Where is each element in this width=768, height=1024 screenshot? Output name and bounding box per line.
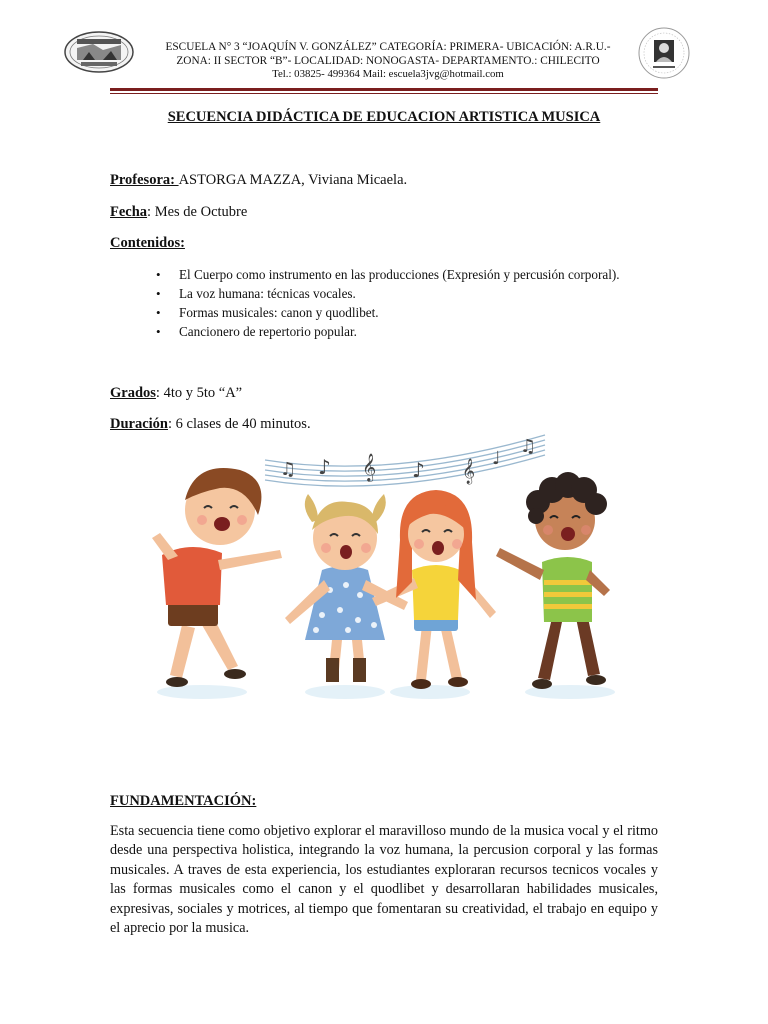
date-label: Fecha — [110, 204, 148, 220]
list-item: • Cancionero de repertorio popular. — [156, 322, 620, 341]
music-staff — [265, 435, 545, 486]
list-item: • Formas musicales: canon y quodlibet. — [156, 303, 620, 322]
contents-heading — [110, 235, 185, 252]
child-boy-red-shirt — [152, 468, 282, 687]
document-title: SECUENCIA DIDÁCTICA DE EDUCACION ARTISTICA MUSICA — [167, 109, 601, 125]
svg-text:♩: ♩ — [492, 448, 501, 469]
svg-text:♫: ♫ — [520, 436, 537, 457]
singing-children-illustration — [140, 430, 640, 710]
letterhead-text — [148, 41, 628, 82]
portrait-seal-icon — [637, 26, 691, 80]
letterhead-line-2: ZONA: II SECTOR “B”- LOCALIDAD: NONOGASTA- DEPARTAMENTO.: CHILECITO — [176, 54, 600, 67]
letterhead-contact: Tel.: 03825- 499364 Mail: escuela3jvg@hotmail.com — [272, 68, 504, 80]
section-title-fundamentacion: FUNDAMENTACIÓN: — [110, 793, 257, 809]
svg-text:𝄞: 𝄞 — [362, 453, 377, 481]
list-item: • El Cuerpo como instrumento en las producciones (Expresión y percusión corporal). — [156, 265, 620, 284]
letterhead-line-1: ESCUELA N° 3 “JOAQUÍN V. GONZÁLEZ” CATEGORÍA: PRIMERA- UBICACIÓN: A.R.U.- — [165, 41, 611, 53]
letterhead — [60, 22, 700, 92]
teacher-value: ASTORGA MAZZA, Viviana Micaela. — [178, 172, 408, 188]
duration-value: : 6 clases de 40 minutos. — [168, 416, 311, 432]
teacher-field — [110, 172, 407, 189]
contents-list — [156, 265, 620, 341]
child-girl-yellow-shirt — [372, 490, 496, 689]
header-divider-thin — [110, 93, 658, 94]
header-divider-thick — [110, 88, 658, 91]
date-value: : Mes de Octubre — [147, 204, 248, 220]
duration-label: Duración — [110, 416, 168, 432]
child-girl-blue-dress — [285, 494, 408, 682]
svg-text:♫: ♫ — [280, 459, 297, 480]
date-field — [110, 204, 247, 221]
grades-field — [110, 385, 242, 402]
svg-text:𝄞: 𝄞 — [462, 459, 476, 484]
fundamentacion-paragraph: Esta secuencia tiene como objetivo explorar el maravilloso mundo de la musica vocal y el ritmo desde una perspectiva holistica, integrando la voz humana, la percusion corporal y las formas musicales. A traves de esta experiencia, los estudiantes exploraran recursos tecnicos vocales y las formas musicales como el canon y el quodlibet y desarrollaran habilidades musicales, expresivas, sociales y motrices, al tiempo que fomentaran su creatividad, el trabajo en equipo y el aprecio por la musica. — [110, 823, 658, 937]
grades-label: Grados — [110, 385, 156, 401]
svg-text:♪: ♪ — [318, 455, 331, 479]
svg-text:♪: ♪ — [412, 458, 425, 482]
child-boy-striped-shirt — [496, 472, 610, 689]
grades-value: : 4to y 5to “A” — [155, 385, 243, 401]
school-crest-icon — [63, 30, 135, 74]
teacher-label: Profesora: — [110, 172, 179, 188]
music-notes — [280, 436, 536, 484]
contents-label: Contenidos: — [110, 235, 185, 251]
list-item: • La voz humana: técnicas vocales. — [156, 284, 620, 303]
